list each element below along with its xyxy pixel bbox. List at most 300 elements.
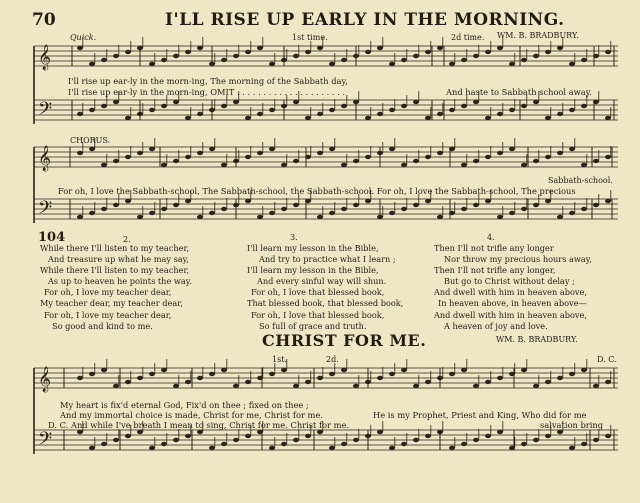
note-head bbox=[509, 108, 515, 112]
verse-line: For oh, I love that blessed book, bbox=[251, 287, 385, 298]
note-head bbox=[209, 446, 215, 450]
note-head bbox=[461, 104, 467, 108]
note-head bbox=[305, 155, 311, 159]
note-head bbox=[353, 100, 359, 104]
note-head bbox=[401, 104, 407, 108]
note-head bbox=[101, 442, 107, 446]
second-ending-label: 2d time. bbox=[451, 33, 485, 42]
note-head bbox=[89, 446, 95, 450]
note-head bbox=[437, 376, 443, 380]
note-head bbox=[161, 368, 167, 372]
note-head bbox=[605, 50, 611, 54]
note-head bbox=[473, 159, 479, 163]
note-head bbox=[497, 112, 503, 116]
note-head bbox=[149, 62, 155, 66]
note-head bbox=[245, 434, 251, 438]
note-head bbox=[365, 116, 371, 120]
verse-line: And try to practice what I learn ; bbox=[259, 254, 396, 265]
note-head bbox=[173, 159, 179, 163]
note-head bbox=[137, 376, 143, 380]
note-head bbox=[173, 203, 179, 207]
note-head bbox=[401, 207, 407, 211]
note-head bbox=[233, 203, 239, 207]
note-head bbox=[89, 108, 95, 112]
note-head bbox=[185, 380, 191, 384]
note-head bbox=[377, 151, 383, 155]
verse-line: Then I'll not trifle any longer bbox=[434, 243, 554, 253]
note-head bbox=[377, 112, 383, 116]
note-head bbox=[161, 58, 167, 62]
note-head bbox=[497, 151, 503, 155]
note-head bbox=[173, 100, 179, 104]
note-head bbox=[257, 215, 263, 219]
note-head bbox=[341, 58, 347, 62]
note-head bbox=[269, 211, 275, 215]
note-head bbox=[173, 384, 179, 388]
treble-clef-icon: 𝄞 bbox=[38, 45, 52, 70]
note-head bbox=[305, 199, 311, 203]
verse-line: For oh, I love that blessed book, bbox=[251, 309, 385, 320]
note-head bbox=[149, 108, 155, 112]
note-head bbox=[113, 159, 119, 163]
note-head bbox=[77, 376, 83, 380]
note-head bbox=[449, 147, 455, 151]
note-head bbox=[545, 434, 551, 438]
note-head bbox=[137, 151, 143, 155]
note-head bbox=[449, 108, 455, 112]
note-head bbox=[281, 368, 287, 372]
hymn1-lyric-line2: I'll rise up ear-ly in the morn-ing, OMIT . . . . . . . . . . . . . . . . . . . . . bbox=[68, 87, 346, 97]
note-head bbox=[317, 215, 323, 219]
hymn-number: 104 bbox=[38, 230, 66, 245]
note-head bbox=[461, 207, 467, 211]
note-head bbox=[557, 112, 563, 116]
note-head bbox=[557, 46, 563, 50]
note-head bbox=[317, 430, 323, 434]
verse-line: And dwell with him in heaven above, bbox=[434, 309, 587, 320]
note-head bbox=[413, 159, 419, 163]
note-head bbox=[437, 112, 443, 116]
note-head bbox=[245, 50, 251, 54]
note-head bbox=[497, 46, 503, 50]
note-head bbox=[113, 203, 119, 207]
note-head bbox=[317, 151, 323, 155]
note-head bbox=[293, 54, 299, 58]
note-head bbox=[605, 116, 611, 120]
hymn2-lyric-end: salvation bring bbox=[540, 420, 604, 430]
note-head bbox=[365, 50, 371, 54]
verse-3 bbox=[247, 243, 403, 332]
note-head bbox=[305, 116, 311, 120]
note-head bbox=[389, 62, 395, 66]
note-head bbox=[257, 430, 263, 434]
verse-line: Nor throw my precious hours away, bbox=[444, 254, 592, 265]
note-head bbox=[509, 446, 515, 450]
tempo-marking: Quick. bbox=[70, 33, 97, 42]
note-head bbox=[533, 203, 539, 207]
bass-clef-icon: 𝄢 bbox=[38, 429, 53, 454]
verse-line: In heaven above, in heaven above— bbox=[438, 298, 587, 309]
note-head bbox=[329, 211, 335, 215]
chorus-tag: Sabbath-school. bbox=[548, 176, 613, 185]
note-head bbox=[497, 376, 503, 380]
note-head bbox=[113, 384, 119, 388]
note-head bbox=[329, 62, 335, 66]
note-head bbox=[89, 372, 95, 376]
note-head bbox=[257, 151, 263, 155]
verse-line: And treasure up what he may say, bbox=[48, 254, 189, 265]
note-head bbox=[557, 215, 563, 219]
note-head bbox=[533, 384, 539, 388]
verse-line: For oh, I love my teacher dear, bbox=[44, 309, 172, 320]
note-head bbox=[365, 155, 371, 159]
note-head bbox=[497, 430, 503, 434]
note-head bbox=[569, 147, 575, 151]
note-head bbox=[605, 199, 611, 203]
note-head bbox=[137, 215, 143, 219]
note-head bbox=[521, 163, 527, 167]
hymn1-lyric-line1: I'll rise up ear-ly in the morn-ing, The morning of the Sabbath day, bbox=[68, 76, 348, 86]
note-head bbox=[377, 430, 383, 434]
note-head bbox=[413, 438, 419, 442]
treble-clef-icon: 𝄞 bbox=[38, 367, 52, 392]
note-head bbox=[581, 58, 587, 62]
note-head bbox=[449, 211, 455, 215]
note-head bbox=[545, 199, 551, 203]
note-head bbox=[473, 203, 479, 207]
note-head bbox=[101, 58, 107, 62]
note-head bbox=[329, 446, 335, 450]
note-head bbox=[437, 46, 443, 50]
note-head bbox=[485, 380, 491, 384]
note-head bbox=[281, 104, 287, 108]
note-head bbox=[353, 384, 359, 388]
note-head bbox=[209, 211, 215, 215]
note-head bbox=[161, 163, 167, 167]
note-head bbox=[125, 50, 131, 54]
note-head bbox=[221, 104, 227, 108]
note-head bbox=[353, 438, 359, 442]
note-head bbox=[509, 372, 515, 376]
note-head bbox=[413, 203, 419, 207]
note-head bbox=[593, 203, 599, 207]
note-head bbox=[101, 368, 107, 372]
note-head bbox=[413, 54, 419, 58]
note-head bbox=[197, 112, 203, 116]
note-head bbox=[605, 380, 611, 384]
verse-line: I'll learn my lesson in the Bible, bbox=[247, 243, 379, 253]
note-head bbox=[449, 372, 455, 376]
note-head bbox=[161, 104, 167, 108]
note-head bbox=[425, 50, 431, 54]
page-number: 70 bbox=[32, 10, 56, 30]
note-head bbox=[101, 207, 107, 211]
note-head bbox=[101, 104, 107, 108]
note-head bbox=[185, 199, 191, 203]
note-head bbox=[281, 207, 287, 211]
note-head bbox=[77, 112, 83, 116]
note-head bbox=[425, 199, 431, 203]
note-head bbox=[377, 215, 383, 219]
note-head bbox=[341, 207, 347, 211]
note-head bbox=[293, 438, 299, 442]
note-head bbox=[485, 434, 491, 438]
note-head bbox=[365, 199, 371, 203]
verse-line: As up to heaven he points the way. bbox=[48, 276, 192, 287]
note-head bbox=[389, 372, 395, 376]
note-head bbox=[401, 442, 407, 446]
note-head bbox=[269, 108, 275, 112]
note-head bbox=[485, 50, 491, 54]
note-head bbox=[485, 116, 491, 120]
note-head bbox=[209, 62, 215, 66]
verse-line: But go to Christ without delay ; bbox=[444, 276, 575, 287]
note-head bbox=[365, 434, 371, 438]
note-head bbox=[89, 211, 95, 215]
note-head bbox=[341, 163, 347, 167]
note-head bbox=[197, 151, 203, 155]
note-head bbox=[353, 159, 359, 163]
note-head bbox=[77, 151, 83, 155]
chorus-label: CHORUS. bbox=[70, 136, 111, 145]
note-head bbox=[569, 211, 575, 215]
note-head bbox=[149, 372, 155, 376]
note-head bbox=[569, 62, 575, 66]
note-head bbox=[605, 155, 611, 159]
verse-line: And every sinful way will shun. bbox=[257, 276, 387, 287]
note-head bbox=[425, 116, 431, 120]
note-head bbox=[257, 376, 263, 380]
note-head bbox=[521, 207, 527, 211]
note-head bbox=[425, 380, 431, 384]
hymn2-dc-line: D. C. And while I've breath I mean to sing, Christ for me. Christ for me. bbox=[48, 420, 350, 430]
note-head bbox=[461, 442, 467, 446]
bass-clef-icon: 𝄢 bbox=[38, 198, 53, 223]
note-head bbox=[281, 58, 287, 62]
note-head bbox=[185, 116, 191, 120]
note-head bbox=[233, 159, 239, 163]
note-head bbox=[281, 163, 287, 167]
note-head bbox=[113, 100, 119, 104]
note-head bbox=[233, 54, 239, 58]
verse-line: That blessed book, that blessed book, bbox=[247, 298, 404, 309]
note-head bbox=[485, 155, 491, 159]
note-head bbox=[425, 155, 431, 159]
note-head bbox=[341, 104, 347, 108]
note-head bbox=[221, 163, 227, 167]
note-head bbox=[593, 438, 599, 442]
note-head bbox=[437, 215, 443, 219]
note-head bbox=[461, 58, 467, 62]
note-head bbox=[221, 207, 227, 211]
note-head bbox=[305, 380, 311, 384]
note-head bbox=[533, 438, 539, 442]
verse-line: For oh, I love my teacher dear, bbox=[44, 287, 172, 298]
note-head bbox=[389, 108, 395, 112]
note-head bbox=[509, 147, 515, 151]
verse-line: Then I'll not trifle any longer, bbox=[434, 265, 556, 276]
note-head bbox=[353, 203, 359, 207]
note-head bbox=[461, 368, 467, 372]
note-head bbox=[401, 163, 407, 167]
note-head bbox=[209, 108, 215, 112]
note-head bbox=[521, 442, 527, 446]
note-head bbox=[557, 430, 563, 434]
note-head bbox=[185, 50, 191, 54]
note-head bbox=[521, 58, 527, 62]
note-head bbox=[473, 384, 479, 388]
note-head bbox=[101, 163, 107, 167]
hymn-title: I'LL RISE UP EARLY IN THE MORNING. bbox=[165, 10, 565, 30]
note-head bbox=[77, 430, 83, 434]
note-head bbox=[185, 155, 191, 159]
note-head bbox=[329, 147, 335, 151]
note-head bbox=[581, 207, 587, 211]
note-head bbox=[125, 116, 131, 120]
treble-clef-icon: 𝄞 bbox=[38, 146, 52, 171]
note-head bbox=[341, 442, 347, 446]
hymn2-first-ending: 1st. bbox=[272, 355, 287, 364]
composer-credit: WM. B. BRADBURY. bbox=[497, 31, 579, 40]
verse-3-label: 3. bbox=[290, 233, 298, 242]
note-head bbox=[413, 384, 419, 388]
note-head bbox=[281, 442, 287, 446]
note-head bbox=[473, 100, 479, 104]
note-head bbox=[209, 372, 215, 376]
note-head bbox=[293, 159, 299, 163]
note-head bbox=[197, 215, 203, 219]
note-head bbox=[437, 430, 443, 434]
note-head bbox=[125, 155, 131, 159]
note-head bbox=[353, 54, 359, 58]
note-head bbox=[293, 100, 299, 104]
note-head bbox=[221, 368, 227, 372]
note-head bbox=[389, 446, 395, 450]
verse-4 bbox=[434, 243, 592, 332]
note-head bbox=[233, 384, 239, 388]
note-head bbox=[149, 147, 155, 151]
note-head bbox=[509, 211, 515, 215]
note-head bbox=[581, 104, 587, 108]
note-head bbox=[545, 380, 551, 384]
hymn2-lyric-line2: And my immortal choice is made, Christ for me, Christ for me. bbox=[60, 410, 323, 420]
note-head bbox=[137, 112, 143, 116]
hymn2-lyric-cont: He is my Prophet, Priest and King, Who did for me bbox=[373, 410, 587, 420]
note-head bbox=[317, 112, 323, 116]
note-head bbox=[461, 163, 467, 167]
verse-2-label: 2. bbox=[123, 235, 131, 244]
note-head bbox=[545, 50, 551, 54]
note-head bbox=[173, 438, 179, 442]
note-head bbox=[329, 108, 335, 112]
verse-line: So full of grace and truth. bbox=[259, 320, 367, 331]
note-head bbox=[593, 159, 599, 163]
note-head bbox=[77, 46, 83, 50]
note-head bbox=[125, 380, 131, 384]
note-head bbox=[425, 434, 431, 438]
verse-line: And dwell with him in heaven above, bbox=[434, 287, 587, 298]
note-head bbox=[605, 434, 611, 438]
note-head bbox=[437, 151, 443, 155]
verse-line: I'll learn my lesson in the Bible, bbox=[247, 265, 379, 276]
note-head bbox=[581, 368, 587, 372]
note-head bbox=[533, 159, 539, 163]
hymn2-dc-mark: D. C. bbox=[597, 355, 617, 364]
note-head bbox=[125, 434, 131, 438]
verse-line: So good and kind to me. bbox=[52, 320, 153, 331]
note-head bbox=[209, 147, 215, 151]
note-head bbox=[581, 163, 587, 167]
note-head bbox=[569, 372, 575, 376]
note-head bbox=[305, 434, 311, 438]
note-head bbox=[161, 207, 167, 211]
note-head bbox=[269, 446, 275, 450]
note-head bbox=[449, 62, 455, 66]
note-head bbox=[245, 116, 251, 120]
note-head bbox=[221, 442, 227, 446]
note-head bbox=[521, 104, 527, 108]
verse-line: A heaven of joy and love. bbox=[444, 320, 548, 331]
note-head bbox=[593, 54, 599, 58]
note-head bbox=[257, 112, 263, 116]
note-head bbox=[545, 116, 551, 120]
note-head bbox=[509, 62, 515, 66]
note-head bbox=[269, 62, 275, 66]
note-head bbox=[569, 446, 575, 450]
note-head bbox=[269, 372, 275, 376]
note-head bbox=[269, 147, 275, 151]
note-head bbox=[125, 199, 131, 203]
note-head bbox=[533, 54, 539, 58]
note-head bbox=[197, 430, 203, 434]
note-head bbox=[581, 442, 587, 446]
note-head bbox=[77, 215, 83, 219]
verse-line: While there I'll listen to my teacher, bbox=[40, 243, 190, 253]
hymn1-lyric-end: And haste to Sabbath school away. bbox=[446, 87, 592, 97]
first-ending-label: 1st time. bbox=[292, 33, 328, 42]
note-head bbox=[401, 368, 407, 372]
hymn2-second-ending: 2d. bbox=[326, 355, 339, 364]
note-head bbox=[413, 100, 419, 104]
note-head bbox=[557, 151, 563, 155]
note-head bbox=[257, 46, 263, 50]
note-head bbox=[317, 46, 323, 50]
note-head bbox=[473, 54, 479, 58]
note-head bbox=[449, 446, 455, 450]
note-head bbox=[113, 54, 119, 58]
note-head bbox=[233, 100, 239, 104]
note-head bbox=[89, 147, 95, 151]
note-head bbox=[113, 438, 119, 442]
note-head bbox=[473, 438, 479, 442]
note-head bbox=[593, 100, 599, 104]
verse-line: While there I'll listen to my teacher, bbox=[40, 265, 190, 276]
note-head bbox=[593, 384, 599, 388]
note-head bbox=[245, 199, 251, 203]
note-head bbox=[341, 368, 347, 372]
note-head bbox=[233, 438, 239, 442]
chorus-lyric: For oh, I love the Sabbath-school, The Sabbath-school, the Sabbath-school. For oh, I love the Sabbath-school, The precious bbox=[58, 186, 576, 196]
note-head bbox=[245, 380, 251, 384]
note-head bbox=[497, 215, 503, 219]
note-head bbox=[401, 58, 407, 62]
hymn2-composer: WM. B. BRADBURY. bbox=[496, 335, 578, 344]
note-head bbox=[149, 211, 155, 215]
note-head bbox=[293, 203, 299, 207]
note-head bbox=[149, 446, 155, 450]
note-head bbox=[389, 147, 395, 151]
note-head bbox=[557, 376, 563, 380]
